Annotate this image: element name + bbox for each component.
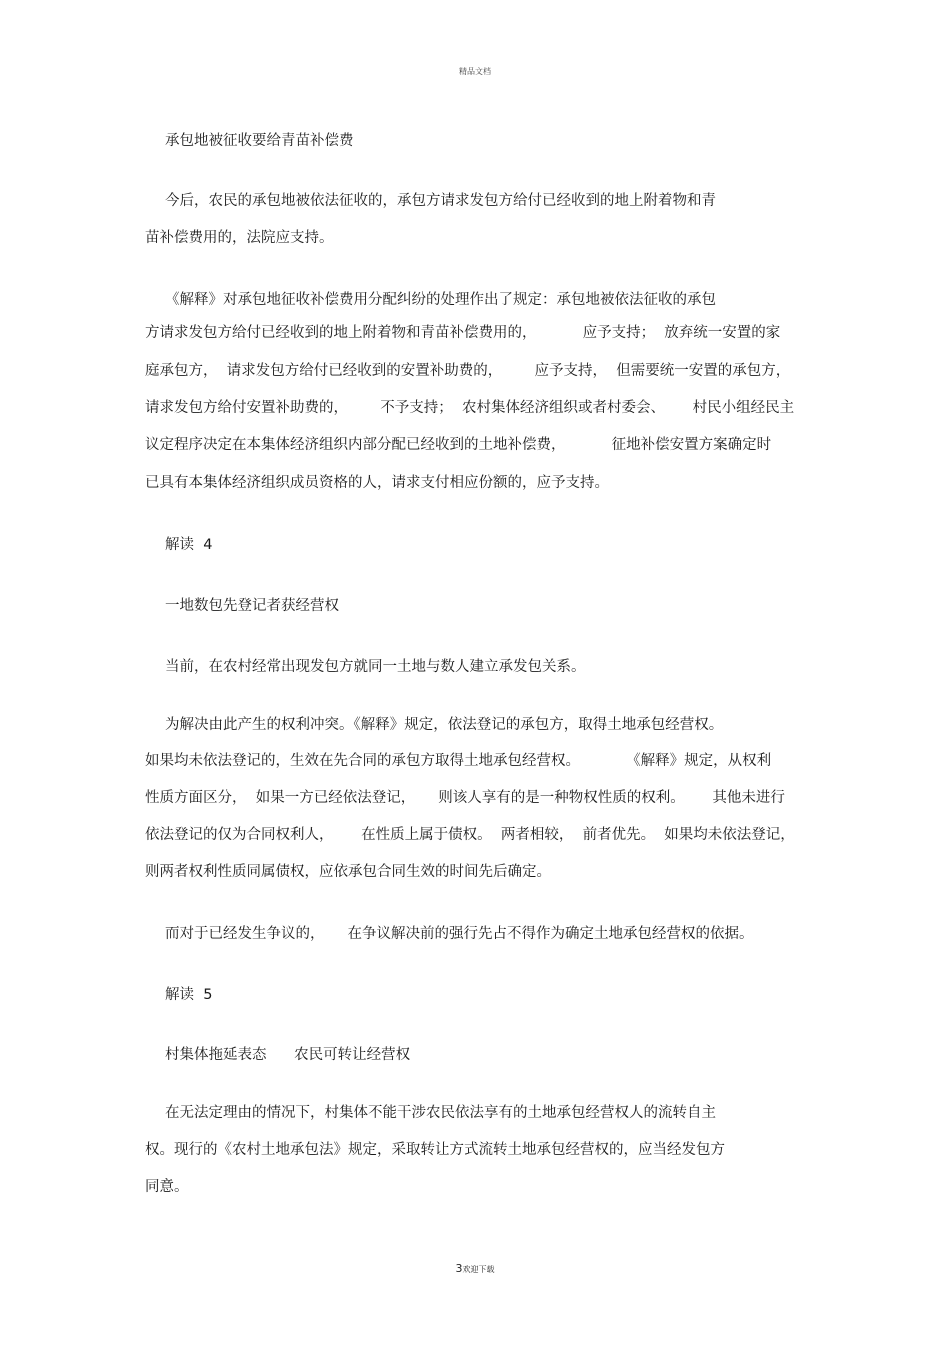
page-footer — [0, 1262, 950, 1275]
paragraph-line: 请求发包方给付安置补助费的， 不予支持； 农村集体经济组织或者村委会、 村民小组经民主 — [145, 400, 795, 416]
section-title: 承包地被征收要给青苗补偿费 — [165, 133, 354, 149]
footer-text: 欢迎下载 — [462, 1265, 495, 1274]
paragraph-line: 当前，在农村经常出现发包方就同一土地与数人建立承发包关系。 — [165, 659, 586, 675]
paragraph-line: 依法登记的仅为合同权利人， 在性质上属于债权。 两者相较， 前者优先。 如果均未依法登记， — [145, 827, 795, 843]
paragraph-line: 如果均未依法登记的，生效在先合同的承包方取得土地承包经营权。 《解释》规定，从权利 — [145, 753, 772, 769]
page-number: 3 — [455, 1262, 463, 1275]
paragraph-line: 庭承包方， 请求发包方给付已经收到的安置补助费的， 应予支持， 但需要统一安置的承包方， — [145, 363, 791, 379]
section-heading: 解读 5 — [165, 987, 213, 1003]
paragraph-line: 则两者权利性质同属债权，应依承包合同生效的时间先后确定。 — [145, 864, 551, 880]
paragraph-line: 而对于已经发生争议的， 在争议解决前的强行先占不得作为确定土地承包经营权的依据。 — [165, 926, 754, 942]
paragraph-line: 苗补偿费用的，法院应支持。 — [145, 230, 334, 246]
paragraph-line: 为解决由此产生的权利冲突。《解释》规定，依法登记的承包方，取得土地承包经营权。 — [165, 717, 724, 733]
paragraph-line: 已具有本集体经济组织成员资格的人，请求支付相应份额的，应予支持。 — [145, 475, 609, 491]
section-heading: 解读 4 — [165, 537, 213, 553]
section-title: 村集体拖延表态 农民可转让经营权 — [165, 1047, 411, 1063]
paragraph-line: 在无法定理由的情况下，村集体不能干涉农民依法享有的土地承包经营权人的流转自主 — [165, 1105, 716, 1121]
paragraph-line: 《解释》对承包地征收补偿费用分配纠纷的处理作出了规定：承包地被依法征收的承包 — [165, 292, 716, 308]
paragraph-line: 同意。 — [145, 1179, 189, 1195]
paragraph-line: 议定程序决定在本集体经济组织内部分配已经收到的土地补偿费， 征地补偿安置方案确定时 — [145, 437, 772, 453]
paragraph-line: 今后，农民的承包地被依法征收的，承包方请求发包方给付已经收到的地上附着物和青 — [165, 193, 716, 209]
paragraph-line: 权。现行的《农村土地承包法》规定，采取转让方式流转土地承包经营权的，应当经发包方 — [145, 1142, 725, 1158]
section-title: 一地数包先登记者获经营权 — [165, 598, 339, 614]
page-header: 精品文档 — [459, 67, 491, 76]
paragraph-line: 方请求发包方给付已经收到的地上附着物和青苗补偿费用的， 应予支持； 放弃统一安置的家 — [145, 325, 781, 341]
paragraph-line: 性质方面区分， 如果一方已经依法登记， 则该人享有的是一种物权性质的权利。 其他未进行 — [145, 790, 785, 806]
